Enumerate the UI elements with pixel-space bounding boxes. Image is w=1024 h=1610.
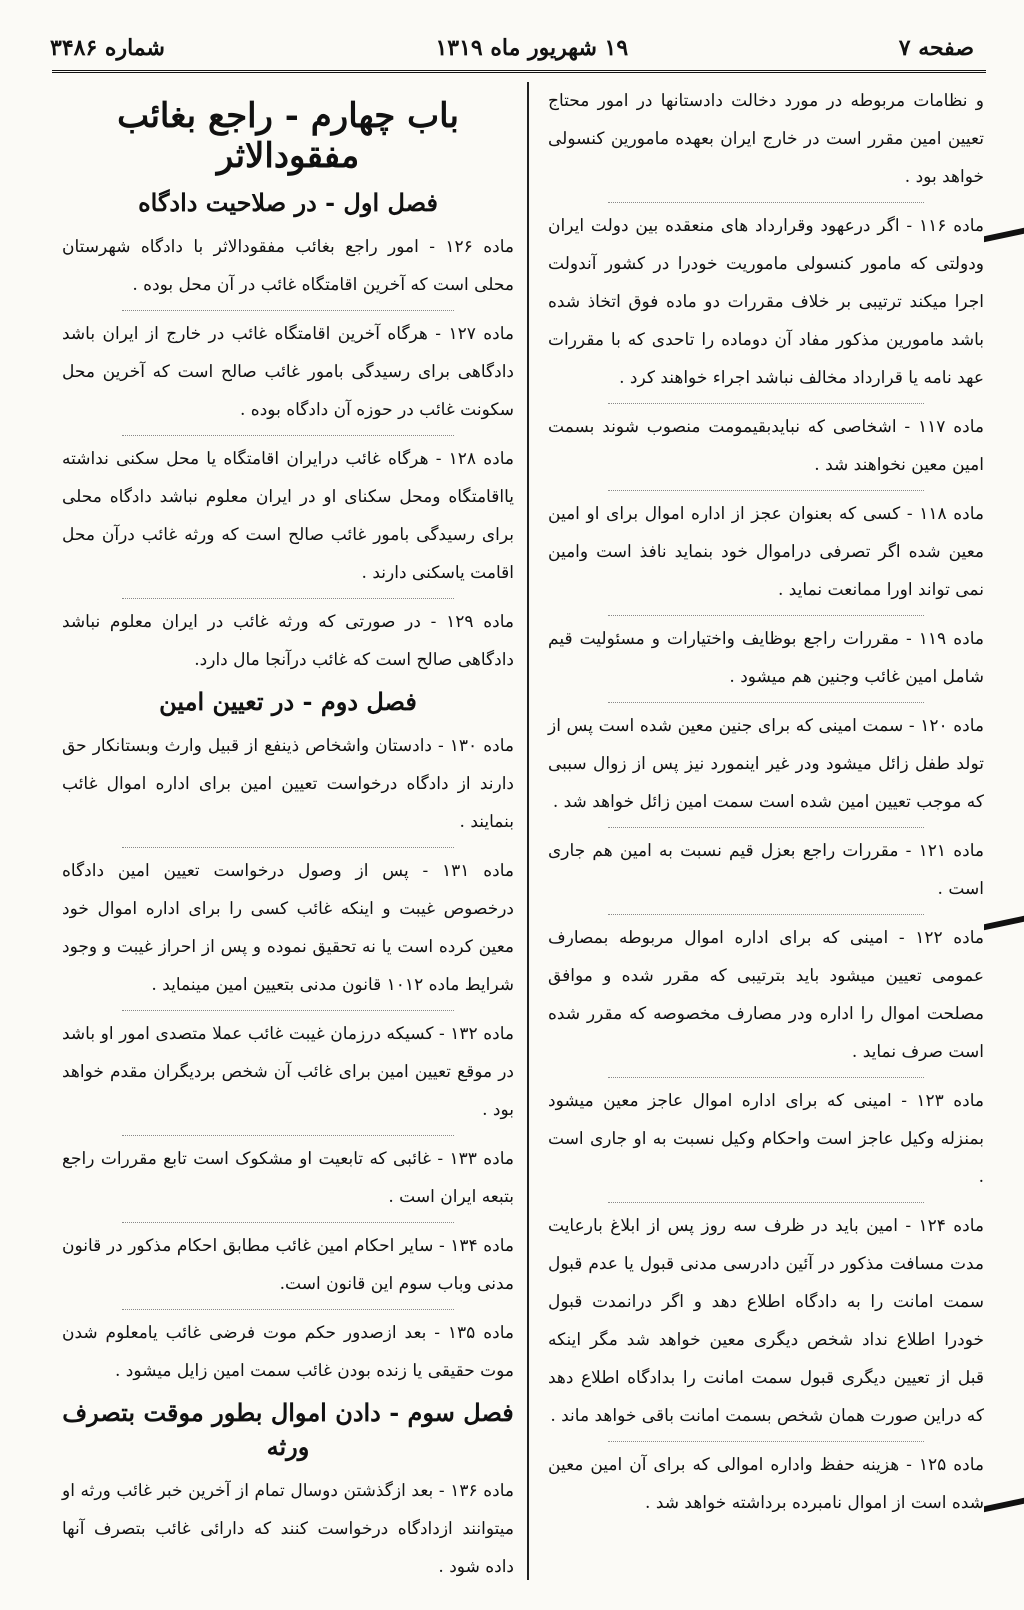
article-119: ماده ۱۱۹ - مقررات راجع بوظایف واختیارات و مسئولیت قیم شامل امین غائب وجنین هم میشود .	[548, 629, 984, 687]
paragraph: و نظامات مربوطه در مورد دخالت دادستانها در امور محتاج تعیین امین مقرر است در خارج ایران بعهده مامورین کنسولی خواهد بود .	[548, 91, 984, 187]
article-136: ماده ۱۳۶ - بعد ازگذشتن دوسال تمام از آخرین خبر غائب ورثه او میتوانند ازدادگاه درخواست کنند که دارائی غائب بتصرف آنها داده شود .	[62, 1481, 514, 1577]
margin-mark	[984, 228, 1024, 243]
issue-date: ۱۹ شهریور ماه ۱۳۱۹	[435, 35, 629, 61]
article-133: ماده ۱۳۳ - غائبی که تابعیت او مشکوک است تابع مقررات راجع بتبعه ایران است .	[62, 1149, 514, 1207]
separator	[608, 914, 924, 915]
column-divider	[527, 82, 529, 1580]
separator	[122, 435, 454, 436]
right-column	[548, 82, 984, 1590]
article-124: ماده ۱۲۴ - امین باید در ظرف سه روز پس از ابلاغ بارعایت مدت مسافت مذکور در آئین دادرسی مدنی قبول یا عدم قبول سمت امانت را به دادگاه اطلاع دهد و اگر درانمدت قبول خودرا اطلاع نداد شخص دیگری معین خواهد شد مگر اینکه قبل از تعیین دیگری قبول سمت امانت را بدادگاه اطلاع دهد که دراین صورت همان شخص بسمت امانت باقی خواهد ماند .	[548, 1216, 985, 1426]
section-title: فصل سوم - دادن اموال بطور موقت بتصرف ورثه	[62, 1398, 514, 1461]
article-125: ماده ۱۲۵ - هزینه حفظ واداره اموالی که برای آن امین معین شده است از اموال نامبرده برداشته خواهد شد .	[548, 1455, 984, 1513]
article-116: ماده ۱۱۶ - اگر درعهود وقرارداد های منعقده بین دولت ایران ودولتی که مامور کنسولی ماموریت خودرا در کشور آندولت اجرا میکند ترتیبی بر خلاف مقررات دو ماده فوق اتخاذ شده باشد مامورین مذکور مفاد آن دوماده را تاحدی که با مقررات عهد نامه یا قرارداد مخالف نباشد اجراء خواهند کرد .	[548, 216, 984, 388]
header-rule	[52, 70, 986, 73]
article-132: ماده ۱۳۲ - کسیکه درزمان غیبت غائب عملا متصدی امور او باشد در موقع تعیین امین برای غائب آن شخص بردیگران مقدم خواهد بود .	[62, 1024, 514, 1120]
left-column	[62, 82, 514, 1590]
section-title: فصل دوم - در تعیین امین	[159, 687, 417, 716]
separator	[122, 598, 454, 599]
article-134: ماده ۱۳۴ - سایر احکام امین غائب مطابق احکام مذکور در قانون مدنی وباب سوم این قانون است.	[62, 1236, 514, 1294]
article-127: ماده ۱۲۷ - هرگاه آخرین اقامتگاه غائب در خارج از ایران باشد دادگاهی برای رسیدگی بامور غائب صالح است که آخرین محل سکونت غائب در حوزه آن دادگاه بوده .	[62, 324, 515, 420]
page-number: صفحه ۷	[898, 35, 974, 61]
separator	[608, 403, 924, 404]
separator	[122, 1309, 454, 1310]
separator	[122, 1135, 454, 1136]
separator	[608, 490, 924, 491]
article-121: ماده ۱۲۱ - مقررات راجع بعزل قیم نسبت به امین هم جاری است .	[548, 841, 984, 899]
chapter-title: باب چهارم - راجع بغائب مفقودالاثر	[117, 96, 459, 176]
separator	[608, 1202, 924, 1203]
separator	[608, 827, 924, 828]
article-128: ماده ۱۲۸ - هرگاه غائب درایران اقامتگاه یا محل سکنی نداشته یااقامتگاه ومحل سکنای او در ایران معلوم نباشد دادگاه محلی برای رسیدگی بامور غائب صالح است که ورثه غائب درآن محل اقامت یاسکنی دارند .	[62, 449, 514, 583]
article-126: ماده ۱۲۶ - امور راجع بغائب مفقودالاثر با دادگاه شهرستان محلی است که آخرین اقامتگاه غائب در آن محل بوده .	[62, 237, 514, 295]
margin-mark	[984, 916, 1024, 931]
margin-mark	[984, 1498, 1024, 1513]
separator	[608, 615, 924, 616]
article-129: ماده ۱۲۹ - در صورتی که ورثه غائب در ایران معلوم نباشد دادگاهی صالح است که غائب درآنجا مال دارد.	[62, 612, 514, 670]
page-header	[50, 28, 974, 68]
separator	[122, 847, 454, 848]
article-118: ماده ۱۱۸ - کسی که بعنوان عجز از اداره اموال برای او امین معین شده اگر تصرفی دراموال خود بنماید نافذ است وامین نمی تواند اورا ممانعت نماید .	[548, 504, 984, 600]
article-130: ماده ۱۳۰ - دادستان واشخاص ذینفع از قبیل وارث وبستانکار حق دارند از دادگاه درخواست تعیین امین برای اداره اموال غائب بنمایند .	[62, 736, 514, 832]
separator	[608, 202, 924, 203]
article-117: ماده ۱۱۷ - اشخاصی که نبایدبقیمومت منصوب شوند بسمت امین معین نخواهند شد .	[548, 417, 984, 475]
section-title: فصل اول - در صلاحیت دادگاه	[138, 188, 438, 217]
separator	[608, 702, 924, 703]
article-122: ماده ۱۲۲ - امینی که برای اداره اموال مربوطه بمصارف عمومی تعیین میشود باید بترتیبی که مقرر شده و موافق مصلحت اموال را اداره ودر مصارف مخصوصه که مقرر شده است صرف نماید .	[548, 928, 985, 1062]
article-123: ماده ۱۲۳ - امینی که برای اداره اموال عاجز معین میشود بمنزله وکیل عاجز است واحکام وکیل نسبت به او جاری است .	[548, 1091, 984, 1187]
issue-number: شماره ۳۴۸۶	[50, 35, 165, 61]
separator	[122, 1222, 454, 1223]
article-135: ماده ۱۳۵ - بعد ازصدور حکم موت فرضی غائب یامعلوم شدن موت حقیقی یا زنده بودن غائب سمت امین زایل میشود .	[62, 1323, 514, 1381]
article-120: ماده ۱۲۰ - سمت امینی که برای جنین معین شده است پس از تولد طفل زائل میشود ودر غیر اینمورد نیز پس از زوال سببی که موجب تعیین امین شده است سمت امین زائل خواهد شد .	[548, 716, 985, 812]
separator	[122, 310, 454, 311]
separator	[608, 1077, 924, 1078]
article-131: ماده ۱۳۱ - پس از وصول درخواست تعیین امین دادگاه درخصوص غیبت و اینکه غائب کسی را برای اداره اموال خود معین کرده است یا نه تحقیق نموده و پس از احراز غیبت و وجود شرایط ماده ۱۰۱۲ قانون مدنی بتعیین امین مینماید .	[62, 861, 514, 995]
separator	[122, 1010, 454, 1011]
separator	[608, 1441, 924, 1442]
